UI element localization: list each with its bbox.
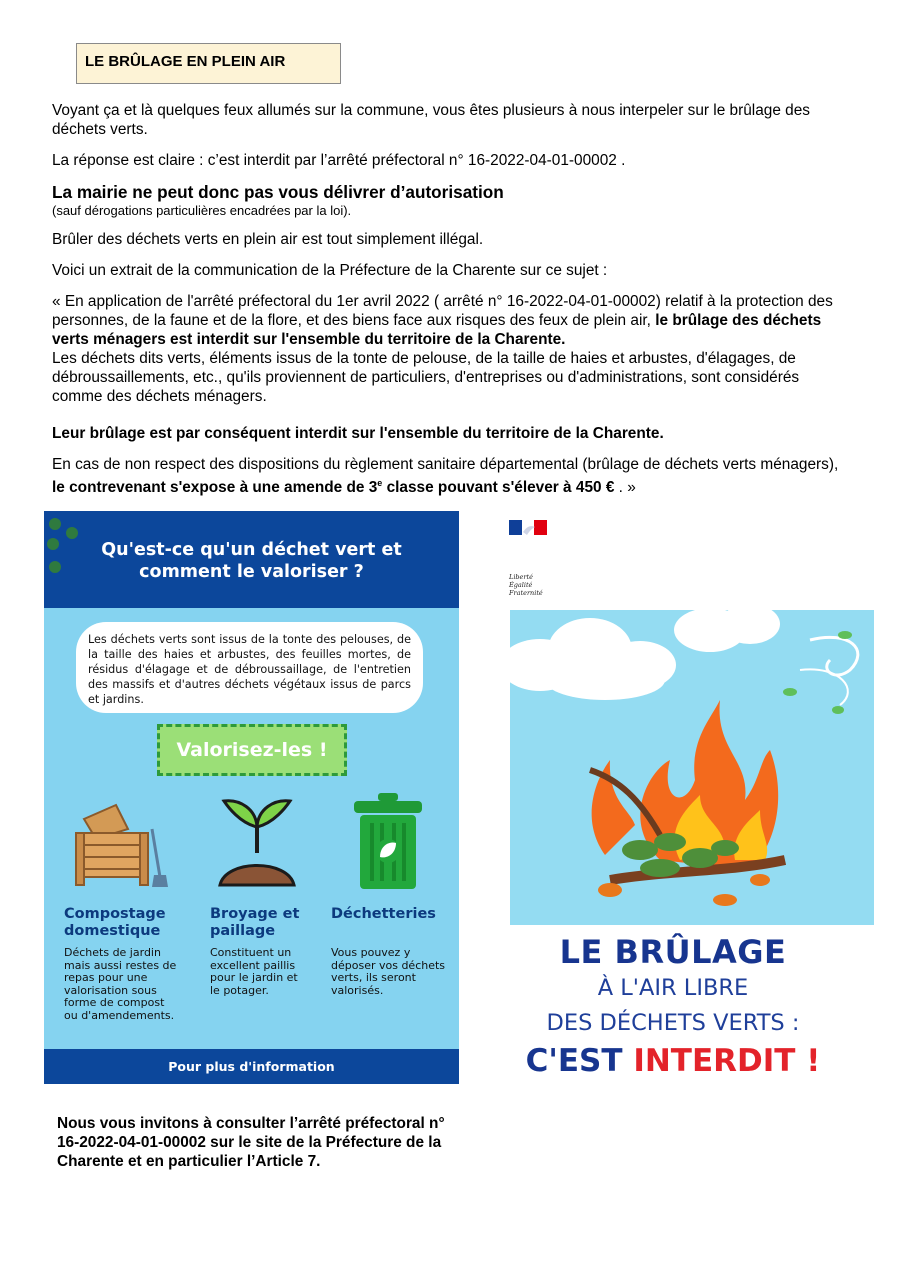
penalty-sup: e <box>377 478 383 488</box>
answer-paragraph: La réponse est claire : c’est interdit par l’arrêté préfectoral n° 16-2022-04-01-00002 . <box>52 152 626 169</box>
slogan-line2: À L'AIR LIBRE <box>597 975 749 1001</box>
valorize-badge: Valorisez-les ! <box>157 724 347 776</box>
intro-paragraph: Voyant ça et là quelques feux allumés sur la commune, vous êtes plusieurs à nous interpeler sur le brûlage des déchets verts. <box>52 102 810 138</box>
penalty-text-d: . » <box>614 479 636 497</box>
compost-bin-icon <box>72 799 172 889</box>
penalty-text-c: classe pouvant s'élever à 450 € <box>382 479 615 497</box>
dechetteries-title: Déchetteries <box>331 906 436 922</box>
motto-egalite: Égalité <box>509 581 533 589</box>
penalty-text-b: le contrevenant s'expose à une amende de 3 <box>52 479 378 497</box>
leaf-decoration-icon <box>49 518 61 530</box>
leaf-decoration-icon <box>47 538 59 550</box>
motto-fraternite: Fraternité <box>509 589 543 597</box>
dechetteries-text: Vous pouvez y déposer vos déchets verts, ils seront valorisés. <box>331 946 446 997</box>
penalty-paragraph <box>52 455 852 497</box>
penalty-text-a: En cas de non respect des dispositions du règlement sanitaire départemental (brûlage de déchets verts ménagers), <box>52 456 839 473</box>
sprout-icon <box>210 793 304 887</box>
infographic-title-line2: comment le valoriser ? <box>139 562 364 582</box>
slogan-interdit: INTERDIT ! <box>633 1043 821 1079</box>
motto-liberte: Liberté <box>509 573 533 581</box>
more-info-banner: Pour plus d'information <box>44 1049 459 1084</box>
prohibition-poster <box>505 518 880 1098</box>
quote-paragraph <box>52 292 852 349</box>
penalty-text-bold <box>52 479 614 496</box>
illegal-paragraph: Brûler des déchets verts en plein air est tout simplement illégal. <box>52 231 484 248</box>
slogan-line3: DES DÉCHETS VERTS : <box>546 1010 800 1036</box>
compost-text: Déchets de jardin mais aussi restes de repas pour une valorisation sous forme de compost ou d'amendements. <box>64 946 177 1022</box>
extract-intro: Voici un extrait de la communication de la Préfecture de la Charente sur ce sujet : <box>52 262 608 279</box>
slogan-line1: LE BRÛLAGE <box>559 933 787 971</box>
infographic-title-line1: Qu'est-ce qu'un déchet vert et <box>101 540 402 560</box>
fire-illustration <box>510 610 874 925</box>
page-title: LE BRÛLAGE EN PLEIN AIR <box>76 43 341 84</box>
mulching-title: Broyage et paillage <box>210 906 300 939</box>
leaf-decoration-icon <box>49 561 61 573</box>
slogan-line4 <box>505 1042 841 1080</box>
quote-text-bold: le brûlage des déchets verts ménagers est interdit sur l'ensemble du territoire de la Charente. <box>52 312 822 348</box>
mulching-text: Constituent un excellent paillis pour le jardin et le potager. <box>210 946 298 997</box>
compost-title: Compostage domestique <box>64 906 166 939</box>
slogan-cest: C'EST <box>525 1043 634 1079</box>
mairie-heading-note: (sauf dérogations particulières encadrées par la loi). <box>52 203 352 218</box>
quote-definition: Les déchets dits verts, éléments issus de la tonte de pelouse, de la taille de haies et arbustes, d'élagages, de débroussaillements, etc., qu'ils proviennent de particuliers, d'entreprises ou d'administrations, sont considérés comme des déchets ménagers. <box>52 350 800 405</box>
green-waste-infographic <box>44 511 459 1084</box>
burning-branches-icon <box>510 610 874 925</box>
closing-paragraph: Nous vous invitons à consulter l’arrêté préfectoral n° 16-2022-04-01-00002 sur le site de la Préfecture de la Charente et en particulier l’Article 7. <box>57 1115 445 1170</box>
infographic-header <box>44 511 459 608</box>
definition-bubble: Les déchets verts sont issus de la tonte des pelouses, de la taille des haies et arbustes, des feuilles mortes, de résidus d'élagage et de débroussaillage, de l'entretien des massifs et d'autres déchets végétaux issus de parcs et jardins. <box>76 622 423 713</box>
leaf-decoration-icon <box>66 527 78 539</box>
poster-slogan <box>505 932 841 1080</box>
republic-motto <box>509 573 543 597</box>
article-body <box>52 101 852 509</box>
mairie-heading <box>52 182 852 218</box>
recycling-bin-icon <box>350 791 426 893</box>
quote-text-a: « En application de l'arrêté préfectoral du 1er avril 2022 ( arrêté n° 16-2022-04-01-00002) relatif à la protection des personnes, de la faune et de la flore, et des biens face aux risques des feux de plein air, <box>52 293 833 329</box>
prohibition-line: Leur brûlage est par conséquent interdit sur l'ensemble du territoire de la Charente. <box>52 425 664 442</box>
marianne-logo-icon <box>509 520 547 535</box>
mairie-heading-text: La mairie ne peut donc pas vous délivrer d’autorisation <box>52 182 504 202</box>
